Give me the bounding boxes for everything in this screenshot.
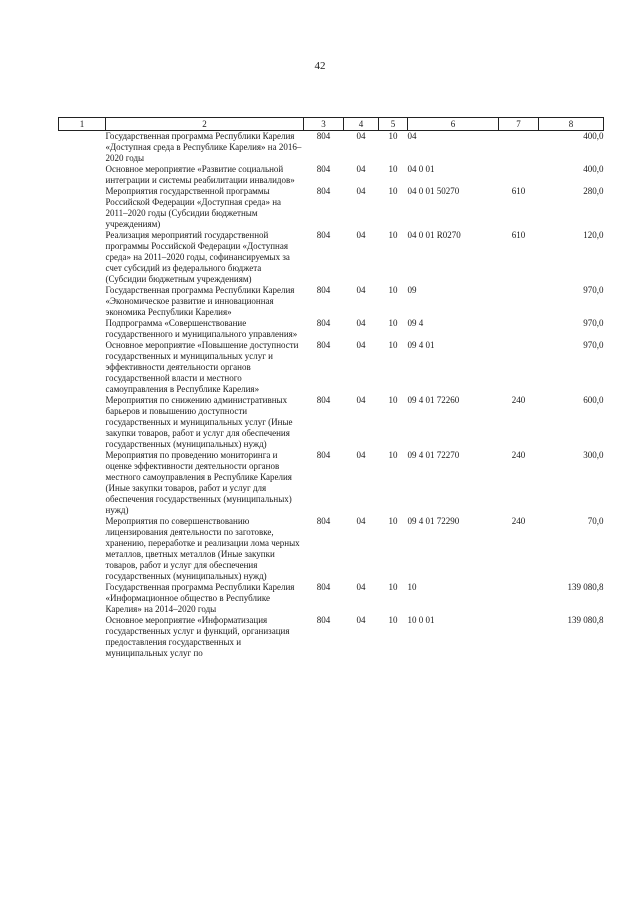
code-5: 10 [388,582,398,592]
row-name: Подпрограмма «Совершенствование государственного и муниципального управления» [105,318,298,339]
blank-cell [59,615,106,659]
row-name: Основное мероприятие «Повышение доступности государственных и муниципальных услуг и эффективности деятельности органов государственной власти и местного самоуправления в Республике Карелия» [105,340,299,394]
code-4: 04 [356,615,366,625]
row-name: Мероприятия по проведению мониторинга и оценке эффективности деятельности органов местного самоуправления в Республике Карелия (Иные закупки товаров, работ и услуг для обеспечения государственных (муниципальных) нужд) [105,450,292,515]
amount: 970,0 [583,340,604,350]
code-5: 10 [388,318,398,328]
row-name: Государственная программа Республики Карелия «Экономическое развитие и инновационная экономика Республики Карелия» [105,285,295,317]
blank-cell [59,131,106,165]
code-3: 804 [316,340,331,350]
code-4: 04 [356,131,366,141]
code-4: 04 [356,164,366,174]
expense-type: 610 [511,230,526,240]
table-row [59,186,604,230]
column-header-6: 6 [408,118,499,131]
table-row [59,131,604,165]
code-5: 10 [388,516,398,526]
code-4: 04 [356,395,366,405]
expense-type [499,340,539,395]
code-4: 04 [356,582,366,592]
code-4: 04 [356,285,366,295]
amount: 120,0 [583,230,604,240]
row-name: Мероприятия по снижению административных барьеров и повышению доступности государственных и муниципальных услуг (Иные закупки товаров, работ и услуг для обеспечения государственных (муниципальных) нужд) [105,395,293,449]
page-number: 42 [314,60,326,72]
code-5: 10 [388,615,398,625]
code-5: 10 [388,285,398,295]
amount: 280,0 [583,186,604,196]
code-5: 10 [388,395,398,405]
column-header-8: 8 [539,118,604,131]
code-3: 804 [316,318,331,328]
column-header-2: 2 [106,118,304,131]
amount: 600,0 [583,395,604,405]
table-row [59,516,604,582]
blank-cell [59,516,106,582]
table-row [59,582,604,615]
amount: 139 080,8 [567,615,604,625]
row-name: Мероприятия по совершенствованию лицензирования деятельности по заготовке, хранению, переработке и реализации лома черных металлов, цветных металлов (Иные закупки товаров, работ и услуг для обеспечения государственных (муниципальных) нужд) [105,516,300,581]
row-name: Мероприятия государственной программы Российской Федерации «Доступная среда» на 2011–2020 годы (Субсидии бюджетным учреждениям) [105,186,282,229]
expense-type: 240 [511,395,526,405]
code-5: 10 [388,186,398,196]
blank-cell [59,582,106,615]
expense-type [499,582,539,615]
table-row [59,615,604,659]
amount: 400,0 [583,164,604,174]
code-3: 804 [316,285,331,295]
code-4: 04 [356,186,366,196]
row-name: Государственная программа Республики Карелия «Доступная среда в Республике Карелия» на 2016–2020 годы [105,131,302,163]
code-5: 10 [388,450,398,460]
table-row [59,285,604,318]
code-3: 804 [316,395,331,405]
amount: 400,0 [583,131,604,141]
blank-cell [59,340,106,395]
csr-code: 09 4 01 72270 [407,450,460,460]
table-row [59,340,604,395]
blank-cell [59,318,106,340]
table-row [59,164,604,186]
csr-code: 04 0 01 R0270 [407,230,461,240]
code-4: 04 [356,516,366,526]
blank-cell [59,285,106,318]
code-4: 04 [356,318,366,328]
expense-type [499,131,539,165]
column-header-1: 1 [59,118,106,131]
expense-type [499,285,539,318]
code-3: 804 [316,164,331,174]
csr-code: 10 [407,582,417,592]
table-row [59,450,604,516]
csr-code: 09 4 01 72290 [407,516,460,526]
csr-code: 04 0 01 [407,164,435,174]
amount: 970,0 [583,285,604,295]
code-3: 804 [316,615,331,625]
code-5: 10 [388,131,398,141]
csr-code: 09 4 01 [407,340,435,350]
header-row [59,118,604,131]
blank-cell [59,395,106,450]
column-header-7: 7 [499,118,539,131]
expense-type [499,615,539,659]
expense-type: 610 [511,186,526,196]
amount: 139 080,8 [567,582,604,592]
code-5: 10 [388,164,398,174]
expense-type [499,318,539,340]
csr-code: 04 [407,131,417,141]
amount: 70,0 [587,516,604,526]
column-header-4: 4 [344,118,379,131]
table-row [59,230,604,285]
blank-cell [59,450,106,516]
code-3: 804 [316,516,331,526]
code-4: 04 [356,340,366,350]
csr-code: 10 0 01 [407,615,435,625]
code-4: 04 [356,450,366,460]
column-header-5: 5 [379,118,408,131]
amount: 970,0 [583,318,604,328]
amount: 300,0 [583,450,604,460]
row-name: Государственная программа Республики Карелия «Информационное общество в Республике Карелия» на 2014–2020 годы [105,582,295,614]
csr-code: 09 [407,285,417,295]
csr-code: 09 4 [407,318,424,328]
row-name: Основное мероприятие «Развитие социальной интеграции и системы реабилитации инвалидов» [105,164,295,185]
code-3: 804 [316,582,331,592]
row-name: Реализация мероприятий государственной программы Российской Федерации «Доступная среда» на 2011–2020 годы, софинансируемых за счет субсидий из федерального бюджета (Субсидии бюджетным учреждениям) [105,230,290,284]
blank-cell [59,186,106,230]
code-3: 804 [316,186,331,196]
code-3: 804 [316,131,331,141]
blank-cell [59,230,106,285]
row-name: Основное мероприятие «Информатизация государственных услуг и функций, организация предоставления государственных и муниципальных услуг по [105,615,290,658]
table-row [59,395,604,450]
table-row [59,318,604,340]
expense-type [499,164,539,186]
budget-table [58,117,604,659]
expense-type: 240 [511,450,526,460]
blank-cell [59,164,106,186]
code-5: 10 [388,340,398,350]
code-4: 04 [356,230,366,240]
code-5: 10 [388,230,398,240]
expense-type: 240 [511,516,526,526]
csr-code: 04 0 01 50270 [407,186,460,196]
code-3: 804 [316,230,331,240]
csr-code: 09 4 01 72260 [407,395,460,405]
column-header-3: 3 [304,118,344,131]
code-3: 804 [316,450,331,460]
